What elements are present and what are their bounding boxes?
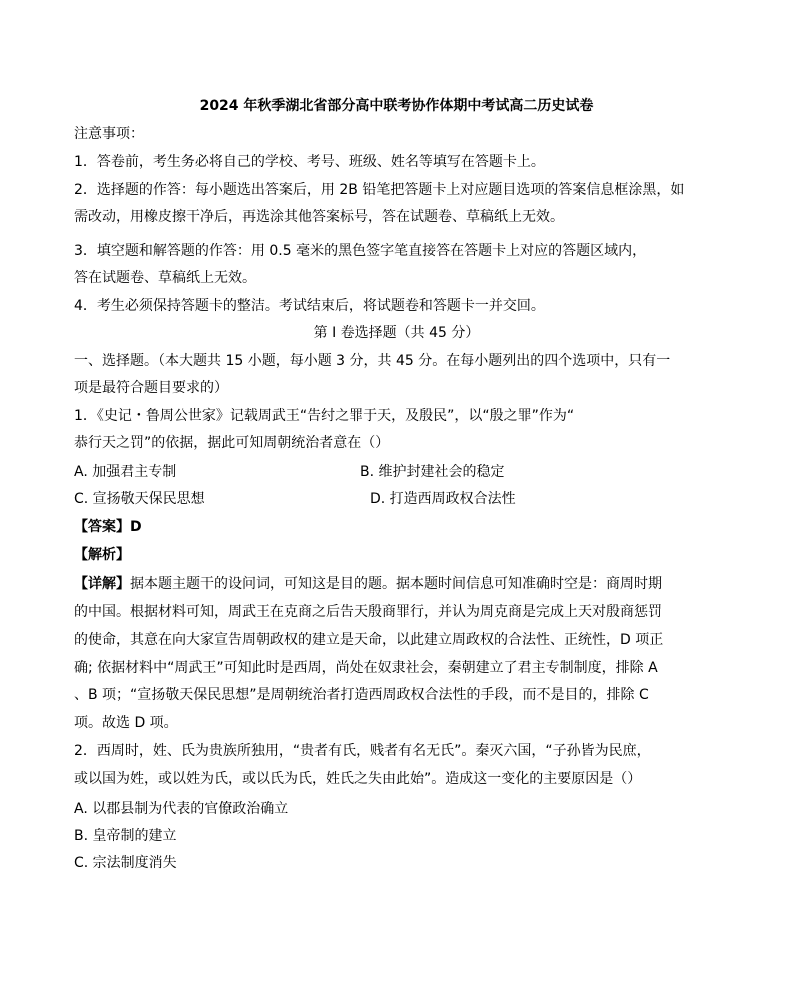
q1-detail-2: 的中国。根据材料可知，周武王在克商之后告天殷商罪行，并认为周克商是完成上天对殷商惩罚 bbox=[74, 604, 662, 620]
notice-item-2-cont: 需改动，用橡皮擦干净后，再选涂其他答案标号，答在试题卷、草稿纸上无效。 bbox=[74, 209, 564, 225]
analysis-label: 【解析】 bbox=[74, 547, 130, 563]
q1-detail-6: 项。故选 D 项。 bbox=[74, 715, 178, 731]
section-intro-2: 项是最符合题目要求的） bbox=[74, 380, 228, 396]
answer-label: 【答案】 bbox=[74, 519, 130, 535]
notice-item-3-cont: 答在试题卷、草稿纸上无效。 bbox=[74, 270, 256, 286]
q1-answer bbox=[74, 517, 142, 537]
q2-option-a: A. 以郡县制为代表的官僚政治确立 bbox=[74, 801, 289, 817]
q1-stem-2: 恭行天之罚”的依据，据此可知周朝统治者意在（） bbox=[74, 435, 390, 451]
section-intro-1: 一、选择题。（本大题共 15 小题，每小题 3 分，共 45 分。在每小题列出的四个选项中，只有一 bbox=[74, 353, 671, 369]
q2-option-c: C. 宗法制度消失 bbox=[74, 855, 177, 871]
q1-option-a: A. 加强君主专制 bbox=[74, 464, 177, 480]
q2-option-b: B. 皇帝制的建立 bbox=[74, 828, 177, 844]
exam-title: 2024 年秋季湖北省部分高中联考协作体期中考试高二历史试卷 bbox=[199, 98, 594, 114]
q2-stem-1: 2．西周时，姓、氏为贵族所独用，“贵者有氏，贱者有名无氏”。秦灭六国，“子孙皆为民庶， bbox=[74, 743, 651, 759]
q1-option-b: B. 维护封建社会的稳定 bbox=[360, 464, 505, 480]
q1-analysis-label bbox=[74, 545, 130, 565]
q1-detail-4: 确; 依据材料中“周武王”可知此时是西周，尚处在奴隶社会，秦朝建立了君主专制制度，排除 A bbox=[74, 660, 658, 676]
q1-option-d: D. 打造西周政权合法性 bbox=[370, 491, 516, 507]
q1-detail-3: 的使命，其意在向大家宣告周朝政权的建立是天命，以此建立周政权的合法性、正统性，D 项正 bbox=[74, 632, 664, 648]
detail-label: 【详解】 bbox=[74, 576, 130, 592]
q1-detail-5: 、B 项；“宣扬敬天保民思想”是周朝统治者打造西周政权合法性的手段，而不是目的，排除 C bbox=[74, 687, 649, 703]
q2-stem-2: 或以国为姓，或以姓为氏，或以氏为氏，姓氏之失由此始”。造成这一变化的主要原因是（） bbox=[74, 771, 642, 787]
notice-item-1: 1．答卷前，考生务必将自己的学校、考号、班级、姓名等填写在答题卡上。 bbox=[74, 154, 545, 170]
notice-heading: 注意事项： bbox=[74, 126, 144, 142]
q1-stem-1: 1．《史记・鲁周公世家》记载周武王“告纣之罪于天，及殷民”，以“殷之罪”作为“ bbox=[74, 408, 575, 424]
notice-item-3: 3．填空题和解答题的作答：用 0.5 毫米的黑色签字笔直接答在答题卡上对应的答题区域内， bbox=[74, 243, 647, 259]
notice-item-2: 2．选择题的作答：每小题选出答案后，用 2B 铅笔把答题卡上对应题目选项的答案信息框涂黑，如 bbox=[74, 182, 685, 198]
section-title: 第 I 卷选择题（共 45 分） bbox=[313, 325, 480, 341]
q1-detail-1 bbox=[74, 574, 662, 594]
q1-option-c: C. 宣扬敬天保民思想 bbox=[74, 491, 205, 507]
notice-item-4: 4．考生必须保持答题卡的整洁。考试结束后，将试题卷和答题卡一并交回。 bbox=[74, 298, 545, 314]
detail-text-1: 据本题主题干的设问词，可知这是目的题。据本题时间信息可知准确时空是：商周时期 bbox=[130, 576, 662, 592]
answer-value: D bbox=[130, 519, 142, 535]
